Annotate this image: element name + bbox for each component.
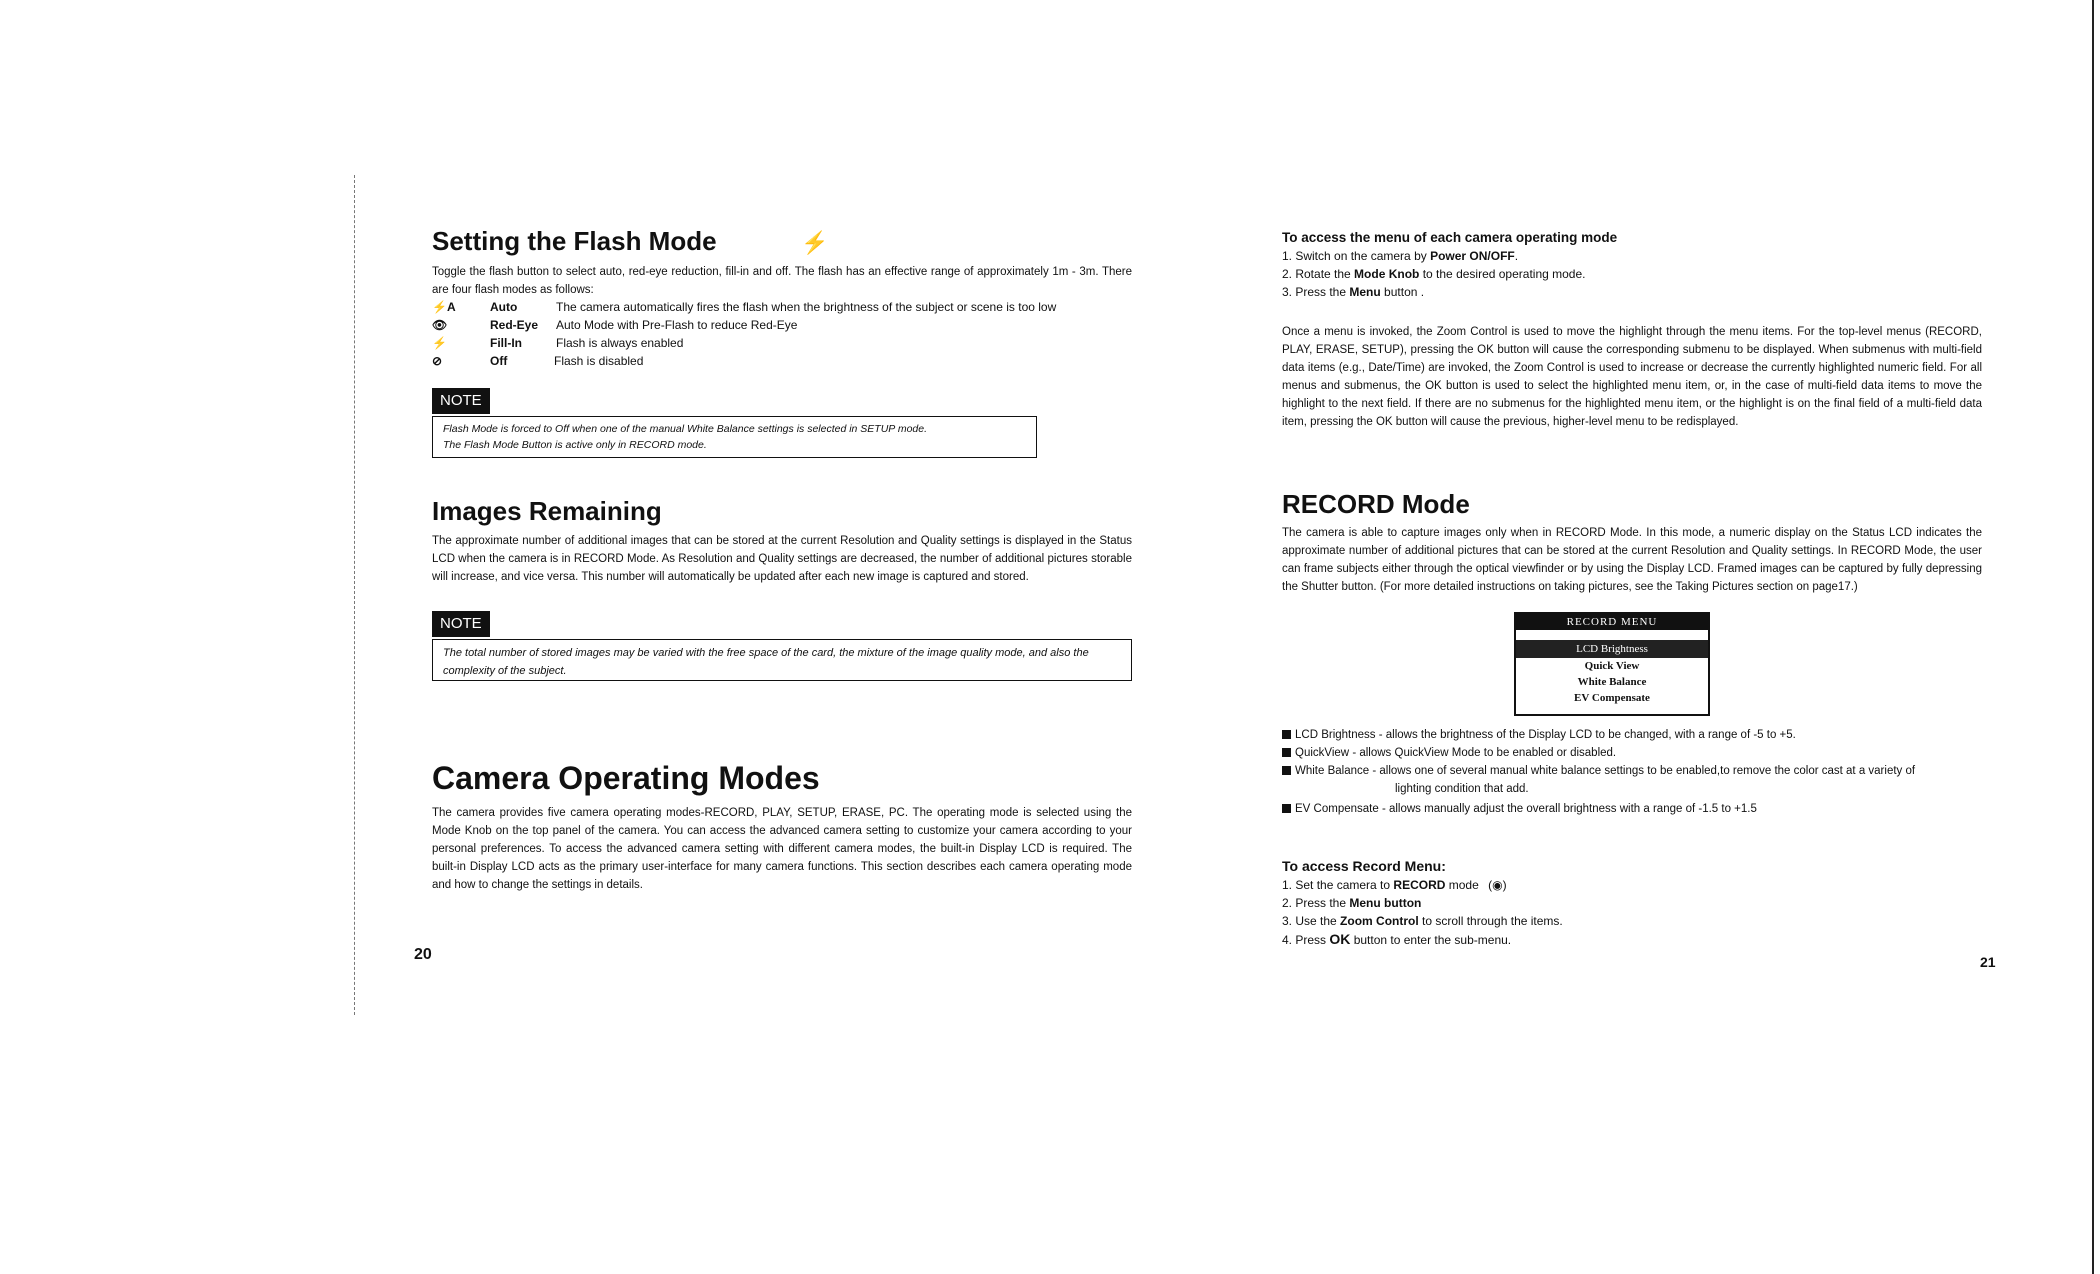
flash-mode-desc: Flash is always enabled — [556, 336, 684, 350]
access-record-section — [1282, 856, 1982, 949]
left-binding-line — [354, 175, 355, 1015]
access-step: 3. Press the Menu button . — [1282, 285, 1425, 299]
flash-note-line1: Flash Mode is forced to Off when one of the manual White Balance settings is selected in SETUP mode. — [443, 423, 928, 435]
record-menu-item: White Balance — [1577, 676, 1647, 688]
flash-note-line2: The Flash Mode Button is active only in RECORD mode. — [443, 439, 707, 451]
red-eye-icon: 👁 — [432, 318, 448, 332]
flash-icon: ⚡ — [801, 230, 829, 255]
fill-in-flash-icon: ⚡ — [432, 336, 447, 350]
flash-off-icon: ⊘ — [432, 354, 443, 368]
access-record-title: To access Record Menu: — [1282, 858, 1446, 874]
access-record-step: 4. Press OK button to enter the sub-menu. — [1282, 931, 1512, 947]
flash-note-box — [432, 416, 1037, 458]
menu-navigation-paragraph: Once a menu is invoked, the Zoom Control is used to move the highlight through the menu items. For the top-level menus (RECORD, PLAY, ERASE, SETUP), pressing the OK button will cause the corresponding submenu to be displayed. When submenus with multi-field data items (e.g., Date/Time) are invoked, the Zoom Control is used to increase or decrease the currently highlighted numeric field. For all menus and submenus, the OK button is used to select the highlighted menu item, or, in the case of multi-field data items to move the highlight to the next field. If there are no submenus for the highlighted menu item, or the highlight is on the final field of a multi-field data item, pressing the OK button will cause the previous, higher-level menu to be redisplayed. — [1282, 326, 1982, 428]
flash-mode-name: Fill-In — [490, 336, 522, 350]
images-note-box — [432, 639, 1132, 681]
images-remaining-title: Images Remaining — [432, 496, 662, 526]
camera-operating-modes-body: The camera provides five camera operating modes-RECORD, PLAY, SETUP, ERASE, PC. The operating mode is selected using the Mode Knob on the top panel of the camera. You can access the advanced camera setting to customize your camera according to your personal preferences. To access the advanced camera setting with different camera modes, the built-in Display LCD is required. The built-in Display LCD acts as the primary user-interface for many camera functions. This section describes each camera operating mode and how to change the settings in details. — [432, 807, 1132, 891]
record-mode-title: RECORD Mode — [1282, 489, 1470, 519]
access-record-step: 2. Press the Menu button — [1282, 896, 1422, 910]
bullet-square-icon — [1282, 766, 1291, 775]
record-mode-body: The camera is able to capture images only when in RECORD Mode. In this mode, a numeric display on the Status LCD indicates the approximate number of additional pictures that can be stored at the current Resolution and Quality settings. In RECORD Mode, the user can frame subjects either through the optical viewfinder or by using the Display LCD. Framed images can be captured by fully depressing the Shutter button. (For more detailed instructions on taking pictures, see the Taking Pictures section on page17.) — [1282, 527, 1982, 593]
flash-mode-row — [432, 298, 1132, 316]
access-step: 1. Switch on the camera by Power ON/OFF. — [1282, 249, 1519, 263]
record-menu-item: Quick View — [1584, 660, 1640, 672]
bullet-item: EV Compensate - allows manually adjust the overall brightness with a range of -1.5 to +1.5 — [1282, 800, 1757, 818]
flash-auto-icon: ⚡A — [432, 300, 456, 314]
right-edge-line — [2092, 0, 2094, 1274]
record-menu-figure — [1514, 612, 1710, 716]
bullet-square-icon — [1282, 748, 1291, 757]
flash-mode-desc: Flash is disabled — [554, 354, 644, 368]
flash-mode-row — [432, 316, 1132, 334]
flash-mode-name: Auto — [490, 300, 518, 314]
note-label: NOTE — [432, 388, 490, 414]
flash-intro: Toggle the flash button to select auto, red-eye reduction, fill-in and off. The flash has an effective range of approximately 1m - 3m. There are four flash modes as follows: — [432, 266, 1132, 296]
page-number-left: 20 — [414, 946, 432, 963]
flash-mode-row — [432, 334, 1132, 352]
images-note-text: The total number of stored images may be varied with the free space of the card, the mixture of the image quality mode, and also the complexity of the subject. — [443, 647, 1089, 677]
flash-mode-row — [432, 352, 1132, 370]
page-number-right: 21 — [1980, 954, 1996, 970]
flash-mode-name: Off — [490, 354, 508, 368]
record-mode-dial-icon: (◉) — [1488, 878, 1507, 892]
access-menu-section — [1282, 229, 1982, 301]
note-label: NOTE — [432, 611, 490, 637]
flash-mode-desc: Auto Mode with Pre-Flash to reduce Red-Eye — [556, 318, 798, 332]
record-menu-title: RECORD MENU — [1516, 614, 1708, 630]
bullet-item: White Balance - allows one of several manual white balance settings to be enabled,to remove the color cast at a variety of — [1282, 762, 1915, 780]
bullet-item: LCD Brightness - allows the brightness of the Display LCD to be changed, with a range of -5 to +5. — [1282, 726, 1796, 744]
record-menu-selected-item: LCD Brightness — [1516, 640, 1708, 658]
access-step: 2. Rotate the Mode Knob to the desired operating mode. — [1282, 267, 1586, 281]
flash-mode-desc: The camera automatically fires the flash when the brightness of the subject or scene is too low — [556, 300, 1057, 314]
access-menu-title: To access the menu of each camera operating mode — [1282, 230, 1618, 245]
bullet-square-icon — [1282, 730, 1291, 739]
bullet-continuation: lighting condition that add. — [1395, 783, 1529, 795]
camera-operating-modes-title: Camera Operating Modes — [432, 760, 820, 796]
flash-heading — [432, 226, 1132, 257]
images-remaining-body: The approximate number of additional images that can be stored at the current Resolution and Quality settings is displayed in the Status LCD when the camera is in RECORD Mode. As Resolution and Quality settings are decreased, the number of additional pictures storable will increase, and vice versa. This number will automatically be updated after each new image is captured and stored. — [432, 535, 1132, 583]
flash-mode-name: Red-Eye — [490, 318, 539, 332]
access-record-step: 1. Set the camera to RECORD mode (◉) — [1282, 878, 1507, 892]
record-menu-item: EV Compensate — [1574, 692, 1650, 704]
bullet-item: QuickView - allows QuickView Mode to be enabled or disabled. — [1282, 744, 1616, 762]
flash-title: Setting the Flash Mode — [432, 226, 717, 256]
access-record-step: 3. Use the Zoom Control to scroll through the items. — [1282, 914, 1563, 928]
bullet-square-icon — [1282, 804, 1291, 813]
